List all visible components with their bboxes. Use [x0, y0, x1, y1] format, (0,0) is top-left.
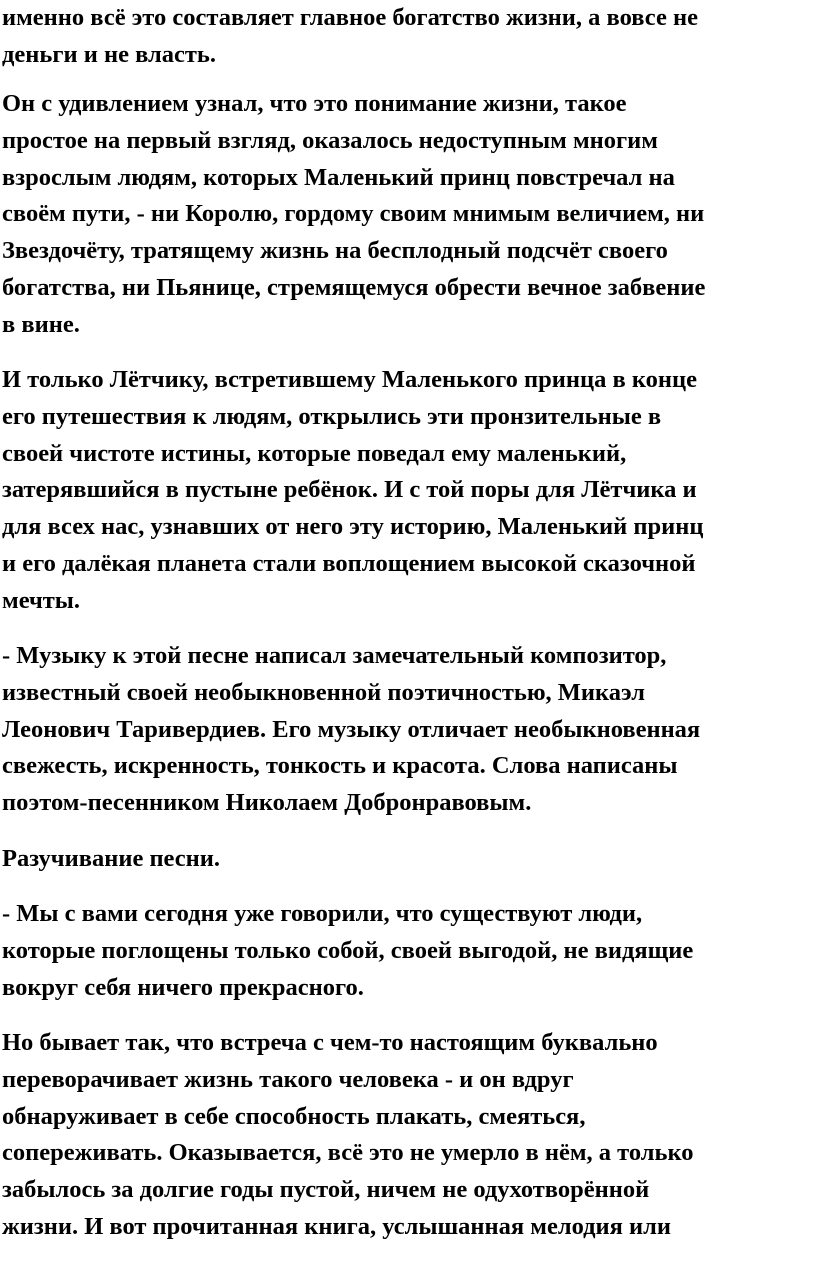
paragraph-continuation: именно всё это составляет главное богатство жизни, а вовсе не деньги и не власть. [2, 4, 698, 68]
section-heading-song-learning: Разучивание песни. [2, 845, 220, 872]
paragraph-pilot: И только Лётчику, встретившему Маленького принца в конце его путешествия к людям, открылись эти пронзительные в своей чистоте истины, которые поведал ему маленький, затерявшийся в пустыне ребёнок. И с той поры для Лётчика и для всех нас, узнавших от него эту историю, Маленький принц и его далёкая планета стали воплощением высокой сказочной мечты. [2, 366, 704, 614]
paragraph-understanding-of-life: Он с удивлением узнал, что это понимание жизни, такое простое на первый взгляд, оказалось недоступным многим взрослым людям, которых Маленький принц повстречал на своём пути, - ни Королю, гордому своим мнимым величием, ни Звездочёту, тратящему жизнь на бесплодный подсчёт своего богатства, ни Пьянице, стремящемуся обрести вечное забвение в вине. [2, 90, 706, 338]
paragraph-selfish-people: - Мы с вами сегодня уже говорили, что существуют люди, которые поглощены только собой, своей выгодой, не видящие вокруг себя ничего прекрасного. [2, 900, 694, 1001]
paragraph-transformation: Но бывает так, что встреча с чем-то настоящим буквально переворачивает жизнь такого человека - и он вдруг обнаруживает в себе способность плакать, смеяться, сопереживать. Оказывается, всё это не умерло в нём, а только забылось за долгие годы пустой, ничем не одухотворённой жизни. И вот прочитанная книга, услышанная мелодия или [2, 1029, 694, 1240]
paragraph-music-authors: - Музыку к этой песне написал замечательный композитор, известный своей необыкновенной поэтичностью, Микаэл Леонович Таривердиев. Его музыку отличает необыкновенная свежесть, искренность, тонкость и красота. Слова написаны поэтом-песенником Николаем Добронравовым. [2, 642, 701, 817]
